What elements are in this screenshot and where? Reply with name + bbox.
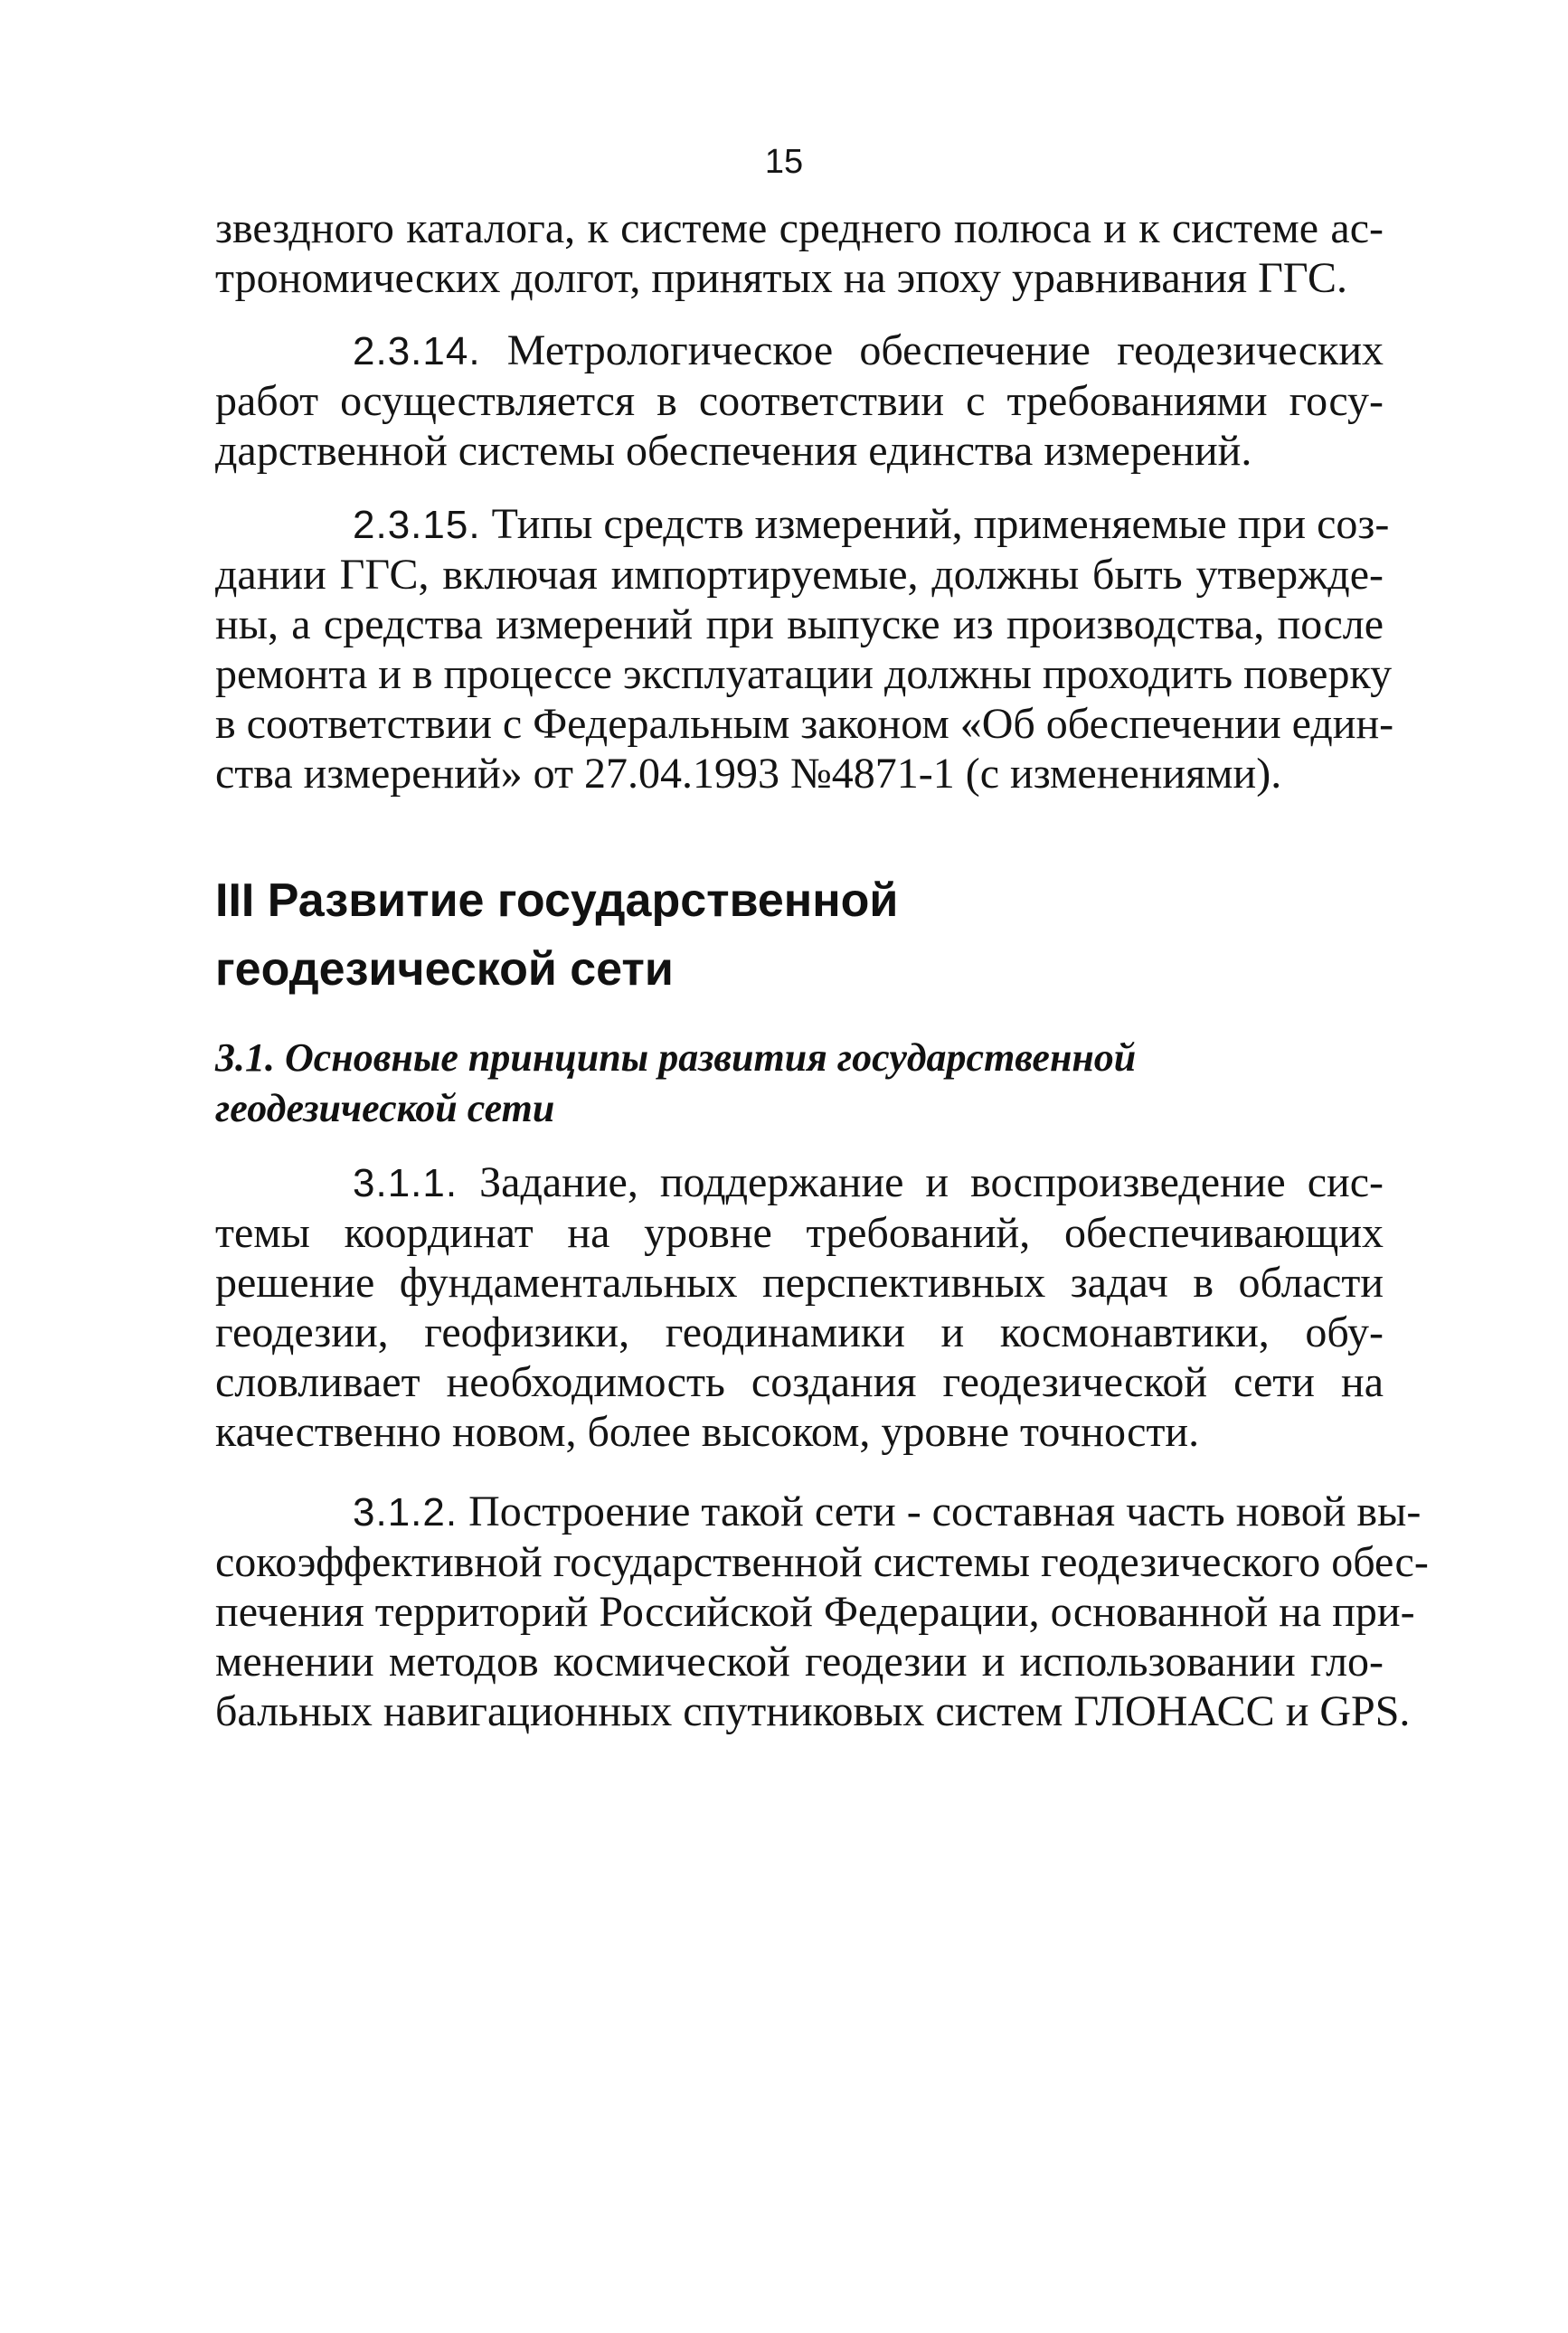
- text-line: менении методов космической геодезии и использовании гло-: [215, 1638, 1384, 1686]
- text-line: ства измерений» от 27.04.1993 №4871-1 (с изменениями).: [215, 750, 1282, 798]
- text-fragment: Построение такой сети - составная часть новой вы-: [468, 1488, 1422, 1535]
- heading-line: геодезической сети: [215, 943, 674, 996]
- text-line: дарственной системы обеспечения единства измерений.: [215, 427, 1252, 475]
- text-line: работ осуществляется в соответствии с требованиями госу-: [215, 377, 1384, 425]
- paragraph-number: 2.3.14.: [353, 329, 481, 373]
- paragraph-number: 3.1.1.: [353, 1161, 458, 1205]
- text-line: звездного каталога, к системе среднего полюса и к системе ас-: [215, 204, 1384, 252]
- paragraph-continuation: [215, 203, 1384, 303]
- text-line: ремонта и в процессе эксплуатации должны проходить поверку: [215, 650, 1393, 698]
- paragraph-number: 2.3.15.: [353, 503, 481, 547]
- text-line: решение фундаментальных перспективных задач в области: [215, 1259, 1384, 1307]
- paragraph-3-1-2: [215, 1487, 1429, 1736]
- heading-line: III Развитие государственной: [215, 874, 899, 927]
- text-fragment: Задание, поддержание и воспроизведение сис-: [479, 1158, 1384, 1206]
- paragraph-3-1-1: [215, 1157, 1384, 1457]
- text-line: печения территорий Российской Федерации, основанной на при-: [215, 1588, 1415, 1636]
- text-line: геодезии, геофизики, геодинамики и космонавтики, обу-: [215, 1308, 1384, 1356]
- text-fragment: Типы средств измерений, применяемые при соз-: [491, 500, 1390, 548]
- text-line: дании ГГС, включая импортируемые, должны быть утвержде-: [215, 551, 1384, 599]
- paragraph-number: 3.1.2.: [353, 1490, 458, 1535]
- text-line: сокоэффективной государственной системы геодезического обес-: [215, 1538, 1429, 1586]
- text-line: [215, 499, 1390, 550]
- text-line: бальных навигационных спутниковых систем ГЛОНАСС и GPS.: [215, 1687, 1411, 1735]
- paragraph-2-3-15: [215, 499, 1394, 798]
- heading-line: геодезической сети: [215, 1086, 555, 1130]
- section-heading: [215, 866, 1391, 1004]
- text-line: словливает необходимость создания геодезической сети на: [215, 1358, 1384, 1406]
- text-fragment: Метрологическое обеспечение геодезических: [506, 326, 1384, 374]
- text-line: трономических долгот, принятых на эпоху уравнивания ГГС.: [215, 254, 1347, 302]
- text-line: [215, 1157, 1384, 1208]
- subsection-heading: [215, 1033, 1391, 1134]
- paragraph-2-3-14: [215, 326, 1384, 476]
- heading-line: 3.1. Основные принципы развития государственной: [215, 1035, 1137, 1080]
- text-line: в соответствии с Федеральным законом «Об обеспечении един-: [215, 700, 1394, 748]
- text-line: ны, а средства измерений при выпуске из производства, после: [215, 600, 1384, 648]
- text-line: [215, 1487, 1422, 1537]
- text-line: темы координат на уровне требований, обеспечивающих: [215, 1209, 1384, 1257]
- text-line: качественно новом, более высоком, уровне точности.: [215, 1408, 1200, 1456]
- page-number: 15: [764, 143, 804, 181]
- text-line: [215, 326, 1384, 376]
